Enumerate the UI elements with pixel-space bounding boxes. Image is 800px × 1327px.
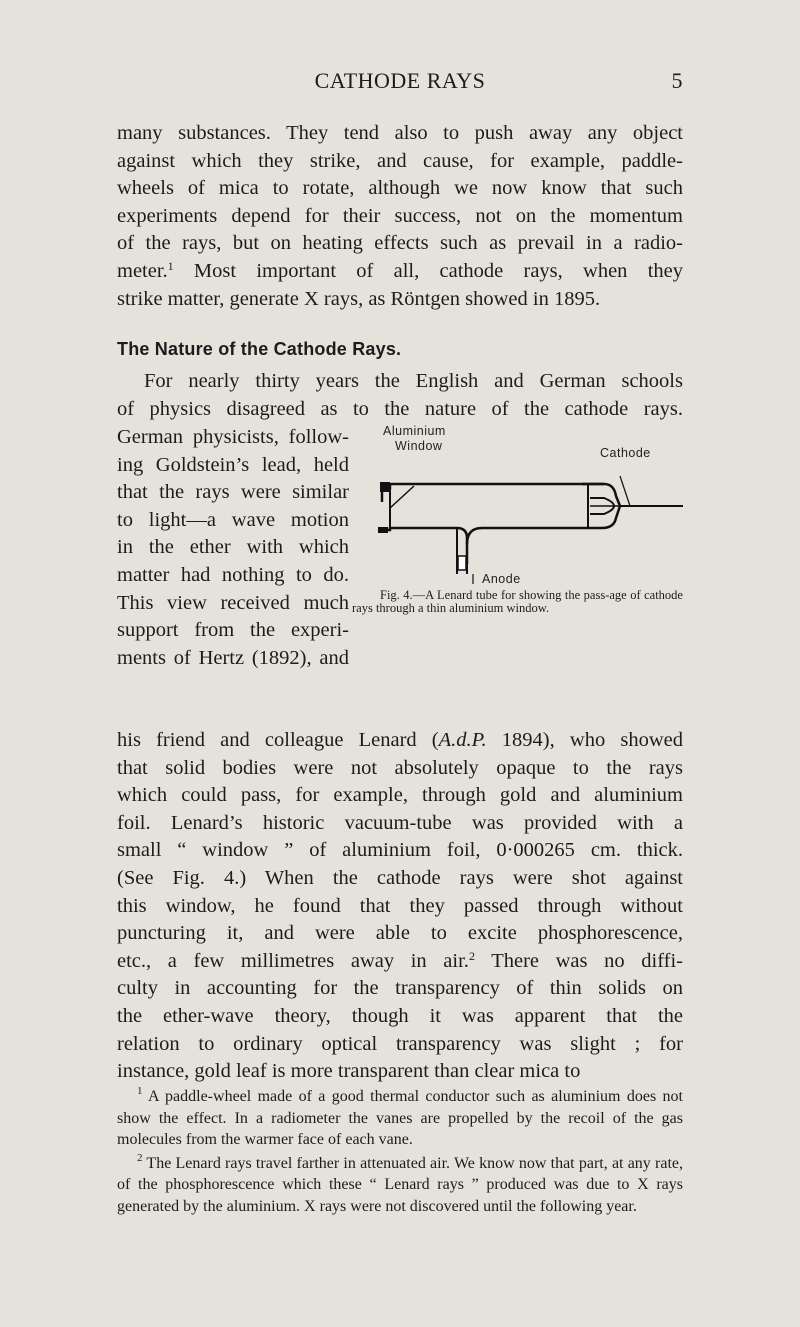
text-line: wheels of mica to rotate, although we now know that such	[117, 177, 683, 200]
text-fragment: There was no diffi-	[474, 949, 684, 972]
page-number: 5	[671, 68, 683, 93]
text-fragment: etc., a few millimetres away in air.	[117, 949, 469, 972]
text-line: that solid bodies were not absolutely opaque to the rays	[117, 756, 683, 779]
footnote-marker: 1	[137, 1085, 143, 1097]
text-line: culty in accounting for the transparency of thin solids on	[117, 977, 683, 1000]
text-line: This view received much	[117, 591, 349, 614]
text-line: experiments depend for their success, not on the momentum	[117, 204, 683, 227]
text-line: foil. Lenard’s historic vacuum-tube was provided with a	[117, 811, 683, 834]
footnote-1	[117, 1086, 683, 1151]
journal-abbrev: A.d.P.	[438, 729, 487, 751]
paragraph-opening	[117, 368, 683, 396]
text-line: many substances. They tend also to push away any object	[117, 122, 683, 144]
wrapped-text-block	[117, 424, 349, 672]
text-line	[117, 727, 683, 755]
section-heading: The Nature of the Cathode Rays.	[117, 339, 402, 359]
text-line: which could pass, for example, through gold and aluminium	[117, 784, 683, 807]
text-line: strike matter, generate X rays, as Röntgen showed in 1895.	[117, 287, 601, 310]
tube-top-wall	[382, 484, 604, 502]
text-line	[117, 258, 683, 286]
tube-bottom-left	[380, 528, 467, 564]
footnote-text: A paddle-wheel made of a good thermal conductor such as aluminium does not show the effect. In a radiometer the vanes are propelled by the recoil of the gas molecules from the warmer face of each vane.	[117, 1088, 683, 1148]
tube-bottom-right	[467, 528, 602, 544]
intro-paragraph	[117, 120, 683, 313]
text-line: German physicists, follow-	[117, 426, 349, 448]
running-head	[117, 68, 683, 102]
text-line: to light—a wave motion	[117, 508, 349, 531]
text-line: instance, gold leaf is more transparent than clear mica to	[117, 1060, 581, 1083]
footnote-ref: 1	[167, 258, 174, 273]
text-fragment: Most important of all, cathode rays, when they	[173, 259, 683, 282]
text-line: that the rays were similar	[117, 481, 349, 504]
text-line: the ether-wave theory, though it was apparent that the	[117, 1004, 683, 1027]
label-anode: Anode	[482, 572, 521, 586]
paragraph-continuation	[117, 727, 683, 1086]
text-line: of the rays, but on heating effects such as prevail in a radio-	[117, 232, 683, 255]
text-line: ments of Hertz (1892), and	[117, 646, 349, 669]
text-line	[117, 948, 683, 976]
text-line: this window, he found that they passed through without	[117, 894, 683, 917]
label-cathode: Cathode	[600, 446, 651, 460]
text-line: ing Goldstein’s lead, held	[117, 453, 349, 476]
footnotes	[117, 1086, 683, 1219]
text-fragment: 1894), who showed	[486, 729, 683, 751]
footnote-marker: 2	[137, 1151, 143, 1164]
label-window: Window	[395, 439, 443, 453]
text-line: small “ window ” of aluminium foil, 0·000265 cm. thick.	[117, 839, 683, 862]
window-flange	[378, 527, 388, 533]
text-line: relation to ordinary optical transparency was slight ; for	[117, 1032, 683, 1055]
figure-lenard-tube	[352, 424, 683, 624]
anode-wire	[458, 556, 466, 570]
text-fragment: his friend and colleague Lenard (	[117, 729, 439, 751]
aluminium-window	[380, 482, 390, 492]
text-line: of physics disagreed as to the nature of the cathode rays.	[117, 398, 683, 420]
running-title: CATHODE RAYS	[314, 68, 486, 93]
cathode-pointer	[620, 476, 630, 506]
text-line: matter had nothing to do.	[117, 563, 349, 586]
paragraph-opening-2	[117, 396, 683, 424]
footnote-2	[117, 1153, 683, 1218]
window-pointer	[390, 486, 414, 508]
text-fragment: meter.	[117, 259, 168, 282]
text-line: For nearly thirty years the English and German schools	[144, 370, 683, 392]
text-line: in the ether with which	[117, 536, 349, 559]
text-line: (See Fig. 4.) When the cathode rays were shot against	[117, 866, 683, 889]
text-line: support from the experi-	[117, 619, 349, 642]
footnote-text: The Lenard rays travel farther in attenuated air. We know now that part, at any rate, of the phosphorescence which these “ Lenard rays ” produced was due to X rays generated by the aluminium. X rays were not discovered until the following year.	[117, 1154, 683, 1215]
text-line: puncturing it, and were able to excite phosphorescence,	[117, 922, 683, 945]
text-line: against which they strike, and cause, for example, paddle-	[117, 149, 683, 172]
label-aluminium: Aluminium	[383, 424, 446, 438]
figure-caption: Fig. 4.—A Lenard tube for showing the pass-age of cathode rays through a thin aluminium window.	[352, 588, 683, 615]
footnote-ref: 2	[468, 948, 475, 963]
